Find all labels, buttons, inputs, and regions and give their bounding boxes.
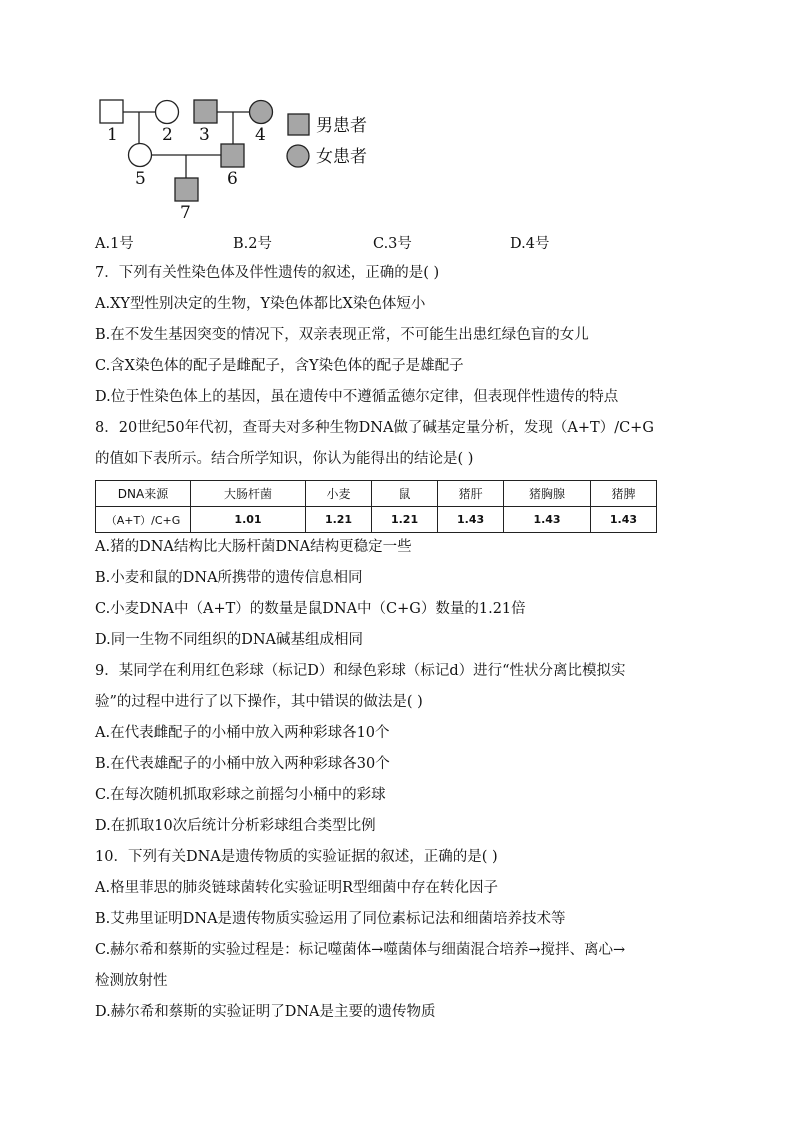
pedigree-individual-1 bbox=[100, 100, 123, 123]
q9-option-c: C.在每次随机抓取彩球之前摇匀小桶中的彩球 bbox=[95, 787, 386, 803]
q10-option-d: D.赫尔希和蔡斯的实验证明了DNA是主要的遗传物质 bbox=[95, 1004, 436, 1020]
q10-option-c-line2: 检测放射性 bbox=[95, 973, 168, 989]
pedigree-number: 5 bbox=[135, 169, 146, 189]
pedigree-individual-6 bbox=[221, 144, 244, 167]
table-cell: 1.43 bbox=[504, 507, 591, 533]
pedigree-individual-3 bbox=[194, 100, 217, 123]
table-cell: （A+T）/C+G bbox=[96, 507, 191, 533]
table-header-cell: 猪胸腺 bbox=[504, 481, 591, 507]
table-cell: 1.21 bbox=[306, 507, 372, 533]
table-cell: 1.43 bbox=[438, 507, 504, 533]
q6-option-b: B.2号 bbox=[233, 236, 272, 252]
q8-option-d: D.同一生物不同组织的DNA碱基组成相同 bbox=[95, 632, 364, 648]
table-header-cell: 鼠 bbox=[372, 481, 438, 507]
q9-option-a: A.在代表雌配子的小桶中放入两种彩球各10个 bbox=[95, 725, 390, 741]
pedigree-number: 2 bbox=[162, 125, 173, 145]
pedigree-individual-5 bbox=[129, 144, 152, 167]
pedigree-number: 7 bbox=[180, 203, 191, 223]
q8-option-b: B.小麦和鼠的DNA所携带的遗传信息相同 bbox=[95, 570, 363, 586]
pedigree-number: 4 bbox=[255, 125, 266, 145]
q9-option-b: B.在代表雄配子的小桶中放入两种彩球各30个 bbox=[95, 756, 390, 772]
q7-option-c: C.含X染色体的配子是雌配子，含Y染色体的配子是雄配子 bbox=[95, 358, 464, 374]
table-header-cell: 猪肝 bbox=[438, 481, 504, 507]
q10-option-b: B.艾弗里证明DNA是遗传物质实验运用了同位素标记法和细菌培养技术等 bbox=[95, 911, 566, 927]
pedigree-number: 3 bbox=[199, 125, 210, 145]
table-cell: 1.01 bbox=[191, 507, 306, 533]
q8-stem-line1: 8．20世纪50年代初，查哥夫对多种生物DNA做了碱基定量分析，发现（A+T）/C+G bbox=[95, 420, 654, 436]
q6-options bbox=[95, 232, 695, 252]
table-cell: 1.21 bbox=[372, 507, 438, 533]
pedigree-number: 6 bbox=[227, 169, 238, 189]
pedigree-number: 1 bbox=[107, 125, 118, 145]
legend-female-symbol bbox=[287, 145, 309, 167]
q8-stem-line2: 的值如下表所示。结合所学知识，你认为能得出的结论是( ) bbox=[95, 451, 474, 467]
q9-stem-line1: 9．某同学在利用红色彩球（标记D）和绿色彩球（标记d）进行“性状分离比模拟实 bbox=[95, 663, 626, 679]
table-row bbox=[96, 507, 657, 533]
q6-option-c: C.3号 bbox=[373, 236, 412, 252]
q7-option-b: B.在不发生基因突变的情况下，双亲表现正常，不可能生出患红绿色盲的女儿 bbox=[95, 327, 589, 343]
legend-male-label: 男患者 bbox=[316, 116, 367, 136]
pedigree-individual-2 bbox=[156, 101, 179, 124]
q10-stem: 10．下列有关DNA是遗传物质的实验证据的叙述，正确的是( ) bbox=[95, 849, 498, 865]
q6-option-d: D.4号 bbox=[510, 236, 550, 252]
q9-option-d: D.在抓取10次后统计分析彩球组合类型比例 bbox=[95, 818, 376, 834]
q7-option-a: A.XY型性别决定的生物，Y染色体都比X染色体短小 bbox=[95, 296, 426, 312]
q10-option-c-line1: C.赫尔希和蔡斯的实验过程是：标记噬菌体→噬菌体与细菌混合培养→搅拌、离心→ bbox=[95, 942, 626, 958]
dna-ratio-table bbox=[95, 480, 657, 533]
q8-option-c: C.小麦DNA中（A+T）的数量是鼠DNA中（C+G）数量的1.21倍 bbox=[95, 601, 526, 617]
legend-male-symbol bbox=[288, 114, 309, 135]
q8-option-a: A.猪的DNA结构比大肠杆菌DNA结构更稳定一些 bbox=[95, 539, 412, 555]
table-header-cell: DNA来源 bbox=[96, 481, 191, 507]
legend-female-label: 女患者 bbox=[316, 147, 367, 167]
q7-option-d: D.位于性染色体上的基因，虽在遗传中不遵循孟德尔定律，但表现伴性遗传的特点 bbox=[95, 389, 619, 405]
pedigree-individual-4 bbox=[250, 101, 273, 124]
table-header-cell: 小麦 bbox=[306, 481, 372, 507]
table-header-cell: 大肠杆菌 bbox=[191, 481, 306, 507]
q9-stem-line2: 验”的过程中进行了以下操作，其中错误的做法是( ) bbox=[95, 694, 423, 710]
q6-option-a: A.1号 bbox=[95, 236, 134, 252]
pedigree-individual-7 bbox=[175, 178, 198, 201]
pedigree-diagram bbox=[95, 94, 395, 224]
table-cell: 1.43 bbox=[590, 507, 656, 533]
q7-stem: 7．下列有关性染色体及伴性遗传的叙述，正确的是( ) bbox=[95, 265, 440, 281]
q10-option-a: A.格里菲思的肺炎链球菌转化实验证明R型细菌中存在转化因子 bbox=[95, 880, 498, 896]
table-header-cell: 猪脾 bbox=[590, 481, 656, 507]
table-header-row bbox=[96, 481, 657, 507]
